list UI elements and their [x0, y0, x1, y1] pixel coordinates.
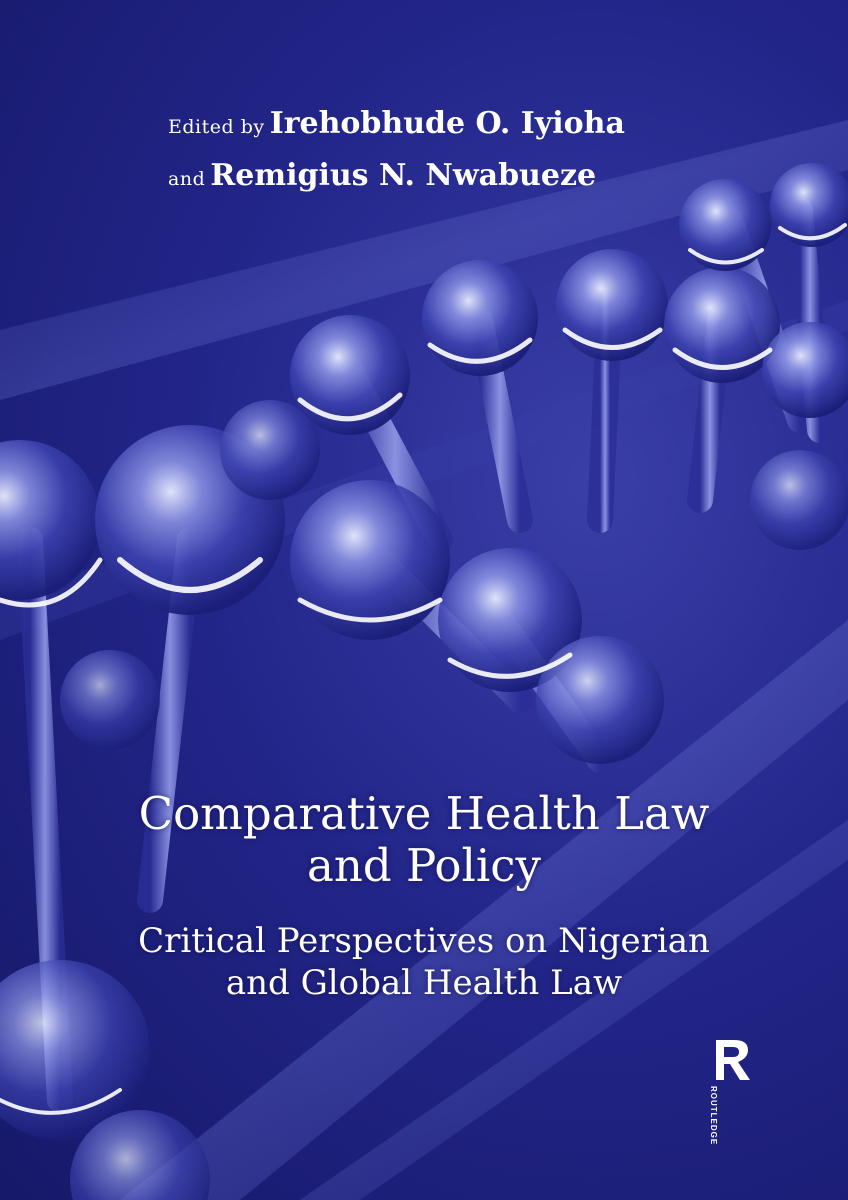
- and-label: and: [168, 168, 206, 190]
- editor-1-name: Irehobhude O. Iyioha: [269, 106, 625, 141]
- subtitle-line-2: and Global Health Law: [225, 963, 623, 1003]
- title-line-2: and Policy: [307, 839, 541, 892]
- subtitle-line-1: Critical Perspectives on Nigerian: [138, 921, 710, 961]
- editor-2-name: Remigius N. Nwabueze: [210, 158, 597, 193]
- edited-by-label: Edited by: [168, 116, 265, 138]
- editor-line-2: [168, 152, 625, 204]
- publisher-name: ROUTLEDGE: [709, 1086, 718, 1146]
- book-title: [0, 788, 848, 892]
- editors-block: [168, 100, 625, 204]
- title-line-1: Comparative Health Law: [138, 787, 710, 840]
- book-subtitle: [0, 920, 848, 1004]
- editor-line-1: [168, 100, 625, 152]
